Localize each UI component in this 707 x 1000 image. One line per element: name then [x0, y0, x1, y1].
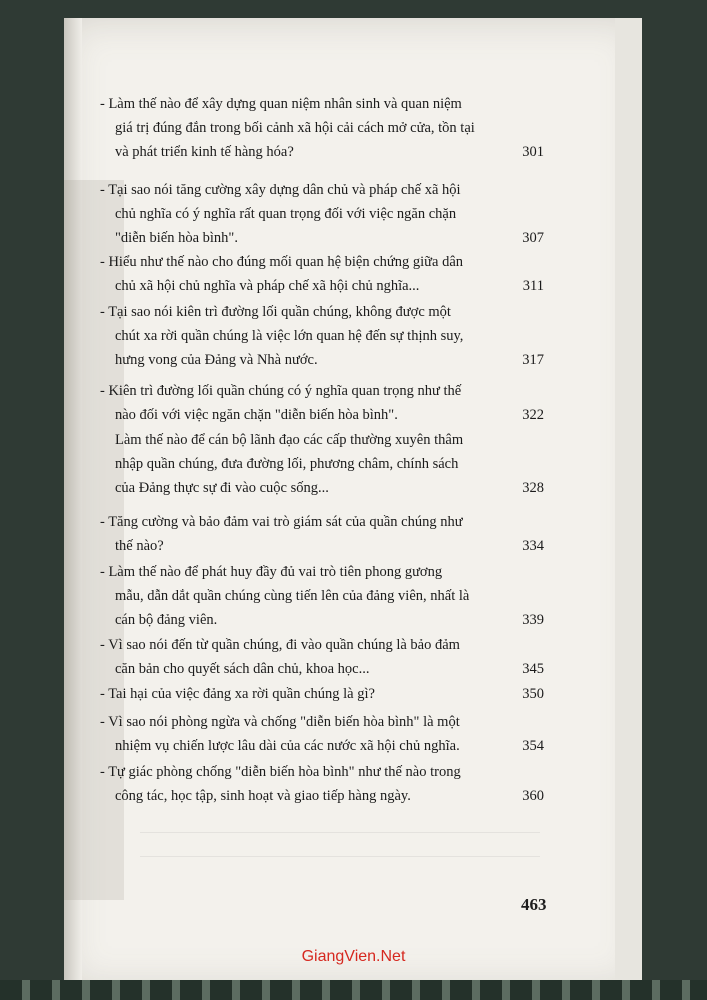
toc-entry-line: - Kiên trì đường lối quần chúng có ý nghĩa quan trọng như thế: [100, 383, 462, 399]
toc-page-number: 311: [522, 278, 544, 294]
toc-entry: [100, 633, 550, 681]
toc-entry: [100, 560, 550, 632]
toc-entry: [100, 92, 550, 164]
toc-entry-line: "diễn biến hòa bình".: [115, 230, 238, 246]
toc-entry-line: và phát triển kinh tế hàng hóa?: [115, 144, 294, 160]
toc-entry: [100, 300, 550, 372]
toc-entry-line: - Tại sao nói kiên trì đường lối quần chúng, không được một: [100, 304, 451, 320]
toc-entry-line: giá trị đúng đắn trong bối cảnh xã hội cải cách mở cửa, tồn tại: [115, 120, 475, 136]
toc-entry: [100, 760, 550, 808]
toc-entry-line: chủ xã hội chủ nghĩa và pháp chế xã hội chủ nghĩa...: [115, 278, 420, 294]
page-right-strip: [615, 18, 642, 990]
toc-entry: [100, 250, 550, 298]
toc-page-number: 354: [522, 738, 544, 754]
toc-entry-line: - Làm thế nào để phát huy đầy đủ vai trò tiên phong gương: [100, 564, 443, 580]
toc-entry: [100, 178, 550, 250]
toc-page-number: 307: [522, 230, 544, 246]
toc-entry-line: nào đối với việc ngăn chặn "diễn biến hòa bình".: [115, 407, 398, 423]
toc-entry-line: thế nào?: [115, 538, 164, 554]
toc-entry: [100, 510, 550, 558]
toc-entry-line: - Tăng cường và bảo đảm vai trò giám sát của quần chúng như: [100, 514, 463, 530]
toc-entry-line: chút xa rời quần chúng là việc lớn quan hệ đến sự thịnh suy,: [115, 328, 464, 344]
toc-entry-line: mẫu, dẫn dắt quần chúng cùng tiến lên của đảng viên, nhất là: [115, 588, 470, 604]
toc-page-number: 322: [522, 407, 544, 423]
background-fabric: [0, 980, 707, 1000]
toc-entry-line: công tác, học tập, sinh hoạt và giao tiếp hàng ngày.: [115, 788, 411, 804]
page-number: 463: [521, 895, 547, 914]
toc-entry-line: - Vì sao nói đến từ quần chúng, đi vào quần chúng là bảo đảm: [100, 637, 460, 653]
toc-entry: [100, 682, 550, 706]
toc-page-number: 317: [522, 352, 544, 368]
toc-entry-line: - Vì sao nói phòng ngừa và chống "diễn biến hòa bình" là một: [100, 714, 460, 730]
bleed-through-line: [140, 856, 540, 857]
toc-entry-line: - Tai hại của việc đảng xa rời quần chúng là gì?: [100, 686, 375, 702]
toc-entry-line: nhập quần chúng, đưa đường lối, phương châm, chính sách: [115, 456, 459, 472]
toc-page-number: 360: [522, 788, 544, 804]
toc-entry-line: hưng vong của Đảng và Nhà nước.: [115, 352, 318, 368]
toc-entry-line: - Hiểu như thế nào cho đúng mối quan hệ biện chứng giữa dân: [100, 254, 464, 270]
toc-entry-line: của Đảng thực sự đi vào cuộc sống...: [115, 480, 329, 496]
toc-entry: [100, 710, 550, 758]
toc-page-number: 350: [522, 686, 544, 702]
toc-page-number: 328: [522, 480, 544, 496]
watermark-text: GiangVien.Net: [301, 948, 406, 965]
toc-page-number: 334: [522, 538, 544, 554]
toc-entry-line: nhiệm vụ chiến lược lâu dài của các nước xã hội chủ nghĩa.: [115, 738, 460, 754]
toc-entry-line: căn bản cho quyết sách dân chủ, khoa học...: [115, 661, 370, 677]
toc-entry-line: - Tại sao nói tăng cường xây dựng dân chủ và pháp chế xã hội: [100, 182, 461, 198]
bleed-through-line: [140, 832, 540, 833]
toc-entry-line: - Tự giác phòng chống "diễn biến hòa bình" như thế nào trong: [100, 764, 461, 780]
toc-page-number: 301: [522, 144, 544, 160]
toc-entry: [100, 379, 550, 427]
toc-entry-line: Làm thế nào để cán bộ lãnh đạo các cấp thường xuyên thâm: [115, 432, 464, 448]
toc-entry-line: cán bộ đảng viên.: [115, 612, 218, 628]
toc-entry-line: chủ nghĩa có ý nghĩa rất quan trọng đối với việc ngăn chặn: [115, 206, 457, 222]
toc-page-number: 345: [522, 661, 544, 677]
toc-entry-line: - Làm thế nào để xây dựng quan niệm nhân sinh và quan niệm: [100, 96, 462, 112]
toc-entry: [100, 428, 550, 500]
toc-page-number: 339: [522, 612, 544, 628]
